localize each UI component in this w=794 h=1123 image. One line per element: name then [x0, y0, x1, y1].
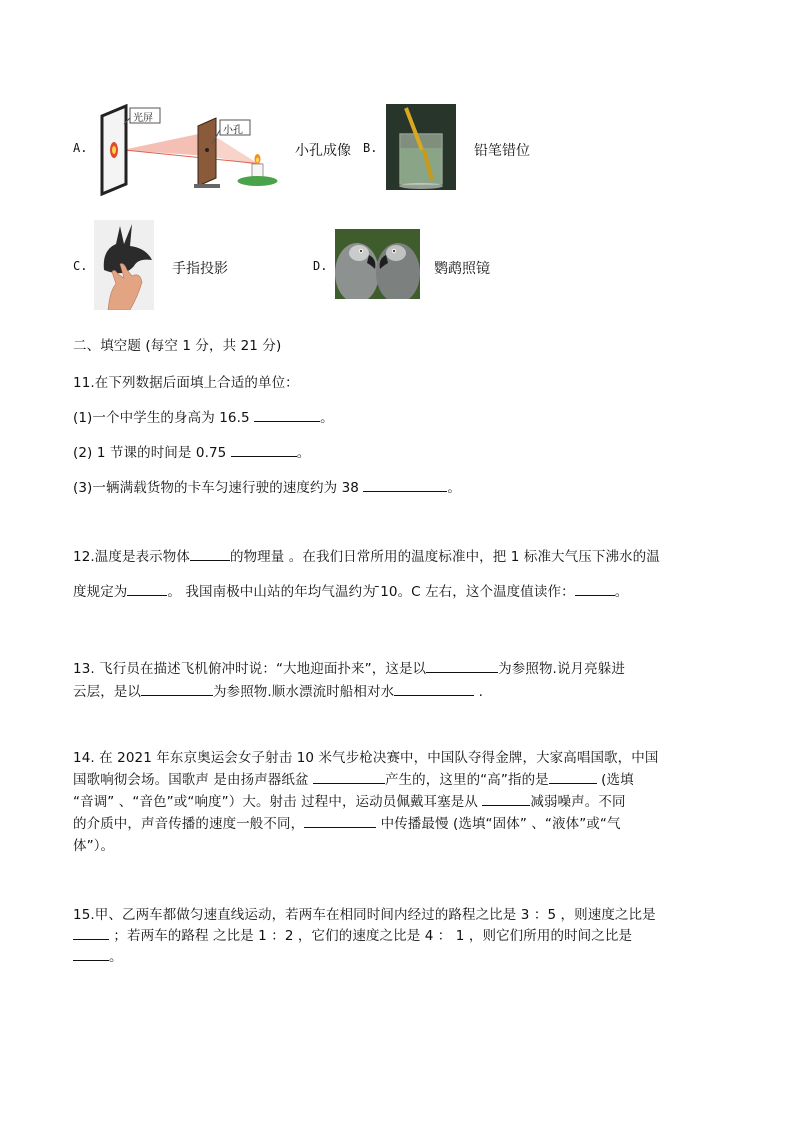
question-11-part-2: (2) 1 节课的时间是 0.75 。 — [73, 445, 311, 461]
question-15-line-3: 。 — [73, 945, 123, 965]
answer-blank[interactable] — [73, 927, 109, 940]
question-12-line-2: 度规定为 。 我国南极中山站的年均气温约为 ̄10。C 左右，这个温度值读作： 。 — [73, 584, 629, 600]
question-15-line-2: ；若两车的路程 之比是 1 ：2 ，它们的速度之比是 4 ： 1 ，则它们所用的时间之比是 — [73, 924, 632, 944]
option-d-caption: 鹦鹉照镜 — [434, 261, 490, 277]
pencil-glass-drawing — [386, 104, 456, 190]
section-heading: 二、填空题 (每空 1 分，共 21 分) — [73, 338, 282, 354]
option-c-letter: C. — [73, 259, 88, 273]
hand-shadow-image — [94, 220, 154, 310]
answer-blank[interactable] — [231, 444, 297, 457]
question-13-line-2: 云层，是以 为参照物.顺水漂流时船相对水 . — [73, 684, 483, 700]
pencil-refraction-image — [386, 104, 456, 190]
answer-blank[interactable] — [363, 479, 447, 492]
hand-shadow-drawing — [94, 220, 154, 310]
question-12-line-1: 12.温度是表示物体 的物理量 。在我们日常所用的温度标准中，把 1 标准大气压下沸水的温 — [73, 549, 660, 565]
answer-blank[interactable] — [549, 771, 597, 784]
question-14-line-2: 国歌响彻会场。国歌声 是由扬声器纸盆 产生的，这里的“高”指的是 (选填 — [73, 772, 634, 788]
option-d-letter: D. — [313, 259, 328, 273]
answer-blank[interactable] — [73, 948, 109, 961]
answer-blank[interactable] — [127, 583, 167, 596]
question-14-line-5: 体”）。 — [73, 838, 115, 854]
question-14-line-3: “音调” 、“音色”或“响度”）大。射击 过程中，运动员佩戴耳塞是从 减弱噪声。不同 — [73, 794, 626, 810]
question-11-stem: 11.在下列数据后面填上合适的单位： — [73, 375, 299, 391]
answer-blank[interactable] — [575, 583, 615, 596]
parrot-mirror-image — [335, 229, 420, 299]
question-14-line-1: 14. 在 2021 年东京奥运会女子射击 10 米气步枪决赛中，中国队夺得金牌，大家高唱国歌，中国 — [73, 750, 659, 766]
pinhole-imaging-image — [94, 104, 280, 196]
question-15-line-1: 15.甲、乙两车都做匀速直线运动，若两车在相同时间内经过的路程之比是 3 ：5 ，则速度之比是 — [73, 907, 656, 923]
answer-blank[interactable] — [254, 409, 320, 422]
option-b-caption: 铅笔错位 — [474, 143, 530, 159]
option-b-letter: B. — [363, 141, 378, 155]
answer-blank[interactable] — [426, 660, 498, 673]
pinhole-diagram — [94, 104, 280, 196]
option-a-letter: A. — [73, 141, 88, 155]
answer-blank[interactable] — [394, 683, 474, 696]
question-11-part-1: (1)一个中学生的身高为 16.5 。 — [73, 410, 334, 426]
question-13-line-1: 13. 飞行员在描述飞机俯冲时说：“大地迎面扑来”，这是以 为参照物.说月亮躲进 — [73, 661, 625, 677]
option-c-caption: 手指投影 — [172, 261, 228, 277]
answer-blank[interactable] — [141, 683, 213, 696]
answer-blank[interactable] — [304, 815, 376, 828]
answer-blank[interactable] — [190, 548, 230, 561]
option-a-caption: 小孔成像 — [295, 143, 351, 159]
question-14-line-4: 的介质中，声音传播的速度一般不同， 中传播最慢 (选填“固体” 、“液体”或“气 — [73, 816, 621, 832]
parrot-drawing — [335, 229, 420, 299]
answer-blank[interactable] — [482, 793, 530, 806]
answer-blank[interactable] — [313, 771, 385, 784]
tag-screen: 光屏 — [133, 113, 153, 124]
question-11-part-3: (3)一辆满载货物的卡车匀速行驶的速度约为 38 。 — [73, 480, 461, 496]
tag-hole: 小孔 — [223, 125, 243, 136]
